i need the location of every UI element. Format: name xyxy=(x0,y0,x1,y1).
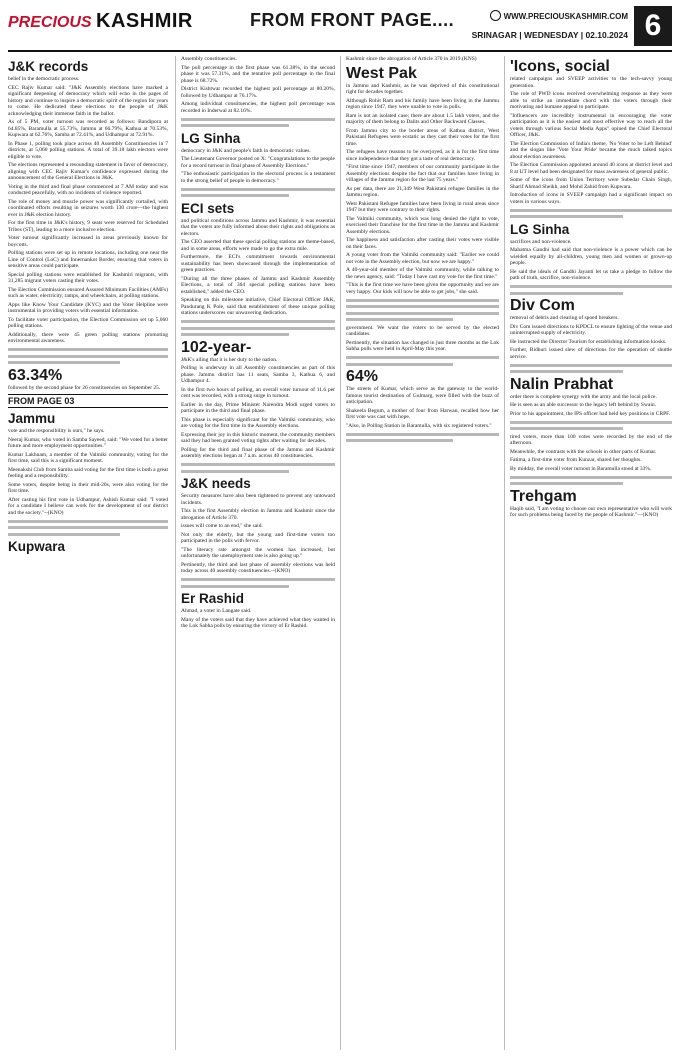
column-3 xyxy=(346,56,499,1050)
article-text: Not only the elderly, but the young and first-time voters too participated in the polls with fervor. xyxy=(181,531,335,544)
article-text: The elections represented a resounding statement in favor of democracy, aligning with CEC Rajiv Kumar's confidence expressed during the announcement of the General Elections in J&K. xyxy=(8,162,168,181)
article-text: After casting his first vote in Udhampur, Ashish Kumar said: "I voted for a candidate I believe can work for the development of our district and the society."--(KNO) xyxy=(8,496,168,516)
headline-trehgam: Trehgam xyxy=(510,487,577,505)
text-line xyxy=(181,463,335,466)
article-text: The Election Commission ensured Assured Minimum Facilities (AMFs) such as water, electricity, ramps, and wheelchairs, at polling stations. xyxy=(8,286,168,299)
text-line xyxy=(346,299,499,302)
article-text: Furthermore, the ECI's commitment towards environmental sustainability has been showcased through the implementation of green practices. xyxy=(181,254,335,273)
headline-icons-social: 'Icons, social xyxy=(510,58,610,75)
article-text: As of 5 PM, voter turnout was recorded as follows: Bandipora at 64.85%, Baramulla at 55.73%, Jammu at 66.79%, Kathua at 70.53%, Kupwara at 62.76%, Samba at 72.41%, and Udhampur at 72.91%. xyxy=(8,119,168,138)
article-text: democracy in J&K and people's faith in democratic values. xyxy=(181,147,311,154)
article-text: Meenakshi Club from Samba said voting for the first time is both a great feeling and a responsibility. xyxy=(8,466,168,479)
article-text: By midday, the overall voter turnout in Baramulla stood at 33%. xyxy=(510,465,652,472)
text-line xyxy=(8,348,168,351)
article-text: Voter turnout significantly increased in areas previously known for boycotts. xyxy=(8,235,168,248)
article-text: Speaking on this milestone initiative, Chief Electoral Officer J&K, Pandurang K Pole, said that establishment of these unique polling stations underscores our unwavering dedication. xyxy=(181,297,335,316)
article-text: The CEO asserted that these special polling stations are theme-based, and in some areas, efforts were made to go the extra mile. xyxy=(181,239,335,252)
article-text: "Also, in Polling Station in Baramulla, with six registered voters." xyxy=(346,422,492,429)
article-text: Some voters, despite being in their mid-20s, were also voting for the first time. xyxy=(8,481,168,494)
article-text: District Kishtwar recorded the highest poll percentage at 80.20%, followed by Udhampur at 76.17%. xyxy=(181,86,335,99)
text-line xyxy=(181,118,335,121)
article-text: Neeraj Kumar, who voted in Samba Sayeed, said: "We voted for a better future and more employment opportunities." xyxy=(8,436,168,449)
globe-icon xyxy=(490,10,501,21)
article-text: "The enthusiastic participation in the electoral process is a testament to the strong belief of people in democracy." xyxy=(181,171,335,184)
article-text: Assembly constituencies. xyxy=(181,56,237,62)
text-line xyxy=(346,356,499,359)
article-text: Mahatma Gandhi had said that non-violence is a power which can be wielded equally by all-children, young men and women or grown-up people. xyxy=(510,247,672,266)
text-line xyxy=(510,364,672,367)
article-text: Some of the icons from Union Territory were Subedar Chain Singh, Sharif Ahmad Sheikh, and Mohd Zahid from Kupwara. xyxy=(510,177,672,190)
article-text: Div Com issued directions to KPDCL to ensure lighting of the venue and uninterrupted supply of electricity. xyxy=(510,323,672,336)
text-line xyxy=(8,526,168,529)
article-text: As per data, there are 21,349 West Pakistani refugee families in the Jammu region. xyxy=(346,185,499,198)
headline-102-year: 102-year- xyxy=(181,338,252,356)
from-page-label: FROM PAGE 03 xyxy=(8,394,168,408)
article-text: The poll percentage in the first phase was 61.38%, in the second phase it was 57.31%, and the tentative poll percentage in the final phase is 68.72%. xyxy=(181,64,335,84)
article-text: Polling is underway in all Assembly constituencies as part of this phase. Jammu district has 11 seats, Samba 3, Kathua 6, and Udhampur 4. xyxy=(181,365,335,384)
text-line xyxy=(181,578,335,581)
article-text: J&K's ailing that it is her duty to the nation. xyxy=(181,356,278,363)
text-line xyxy=(181,585,289,588)
article-text: Pertinently, the third and last phase of assembly elections was held today across 40 assembly constituencies.--(KNO) xyxy=(181,561,335,574)
article-text: This phase is especially significant for the Valmiki community, who are voting for the first time in the Assembly elections. xyxy=(181,416,335,429)
column-divider xyxy=(504,56,505,1050)
article-text: The streets of Kumar, which serve as the gateway to the world-famous tourist destination of Gulmarg, were filled with the buzz of anticipation. xyxy=(346,386,499,405)
dateline: SRINAGAR | WEDNESDAY | 02.10.2024 xyxy=(471,30,628,40)
text-line xyxy=(181,320,335,323)
text-line xyxy=(346,318,453,321)
article-text: Ram is not an isolated case; there are about 1.5 lakh voters, and the majority of them belong to Dalits and Other Backward Classes. xyxy=(346,112,499,125)
text-line xyxy=(510,482,623,485)
article-text: "First time since 1947, members of our community participate in the Assembly elections despite the fact that our families have living in villages of the Jammu region for the last 75 years." xyxy=(346,164,499,183)
headline-div-com: Div Com xyxy=(510,297,575,314)
headline-jammu: Jammu xyxy=(8,411,56,426)
text-line xyxy=(510,421,672,424)
article-text: "The literacy rate amongst the women has increased, but unfortunately the unemployment rate is also going up." xyxy=(181,546,335,559)
column-divider xyxy=(340,56,341,1050)
logo-precious: PRECIOUS xyxy=(8,14,92,31)
headline-nalin-prabhat: Nalin Prabhat xyxy=(510,375,614,393)
column-divider xyxy=(175,56,176,1050)
article-text: He said the ideals of Gandhi Jayanti let us take a pledge to follow the path of truth, sacrifice, non-violence. xyxy=(510,268,672,281)
column-4 xyxy=(510,56,672,1050)
headline-jk-needs: J&K needs xyxy=(181,476,251,491)
article-text: "This is the first time we have been given the opportunity and we are very happy. Our kids will now be able to get jobs," she said. xyxy=(346,282,499,295)
headline-lg-sinha-2: LG Sinha xyxy=(510,221,570,237)
article-text: West Pakistani Refugee families have been living in rural areas since 1947 but they were contrary to their rights. xyxy=(346,200,499,213)
column-2 xyxy=(181,56,335,1050)
article-text: Pertinently, the situation has changed in just three months as the Lok Sabha polls were held in April-May this year. xyxy=(346,339,499,352)
text-line xyxy=(181,333,289,336)
article-text: The Election Commission appointed around 40 icons at district level and 8 at UT level had been designated for mass awareness of general public. xyxy=(510,162,672,175)
article-text: A young voter from the Valmiki community said: "Earlier we could not vote in the Assembly election, but now we are happy." xyxy=(346,252,499,265)
article-text: Voting in the third and final phase commenced at 7 AM today and was conducted peacefully, with no incidents of violence reported. xyxy=(8,183,168,196)
article-text: The Election Commission of India's theme, 'No Voter to be Left Behind' and the slogan like 'Vote Your Pride' became the much talked topics about election awareness. xyxy=(510,140,672,160)
article-text: The role of PWD icons received overwhelming response as they were able to strike an immediate chord with the voters through their motivating and humane appeal to participate. xyxy=(510,91,672,110)
text-line xyxy=(8,355,168,358)
article-text: related campaigns and SVEEP activities to the tech-savvy young generation. xyxy=(510,76,672,89)
article-text: In the first two hours of polling, an overall voter turnout of 11.6 per cent was recorded, with a strong surge in turnout. xyxy=(181,386,335,399)
headline-er-rashid: Er Rashid xyxy=(181,591,245,606)
article-text: He instructed the Director Tourism for establishing information kiosks. xyxy=(510,338,667,345)
article-text: From Jammu city to the border areas of Kathua district, West Pakistani Refugees were ecstatic as they cast their votes for the first time. xyxy=(346,127,499,147)
text-line xyxy=(346,433,499,436)
text-line xyxy=(510,476,672,479)
text-line xyxy=(8,520,168,523)
article-text: Among individual constituencies, the highest poll percentage was recorded in Inderwal at 82.16%. xyxy=(181,101,335,114)
headline-turnout: 63.34% xyxy=(8,366,63,384)
article-text: in Jammu and Kashmir, as he was deprived of this constitutional right for decades together. xyxy=(346,82,499,95)
article-text: To facilitate voter participation, the Election Commission set up 5,060 polling stations. xyxy=(8,316,168,329)
text-line xyxy=(181,194,289,197)
article-text: The Valmiki community, which was long denied the right to vote, exercised their franchise for the first time in the Jammu and Kashmir Assembly elections. xyxy=(346,215,499,235)
headline-jk-records: J&K records xyxy=(8,59,89,74)
article-text: Polling for the third and final phase of the Jammu and Kashmir assembly elections began at 7 a.m. across 40 constituencies. xyxy=(181,446,335,459)
text-line xyxy=(510,215,623,218)
text-line xyxy=(8,533,120,536)
text-line xyxy=(181,124,289,127)
text-line xyxy=(346,439,453,442)
website-text: WWW.PRECIOUSKASHMIR.COM xyxy=(503,12,628,21)
text-line xyxy=(346,363,453,366)
headline-kupwara: Kupwara xyxy=(8,539,66,554)
section-title: FROM FRONT PAGE.... xyxy=(250,10,455,30)
article-text: A 40-year-old member of the Valmiki community, while talking to the news agency, said: "Today I have cast my vote for the first time." xyxy=(346,267,499,280)
text-line xyxy=(510,285,672,288)
article-text: Ahmad, a voter in Langate said. xyxy=(181,608,252,614)
page-number: 6 xyxy=(634,6,672,46)
website-label xyxy=(490,10,628,21)
article-text: Additionally, there were 45 green polling stations promoting environmental awareness. xyxy=(8,331,168,344)
headline-west-pak: West Pak xyxy=(346,64,417,82)
article-text: removal of debris and clearing of spoed breakers. xyxy=(510,315,619,321)
article-text: and political conditions across Jammu and Kashmir, it was essential that the voters are fully informed about their rights and obligations as electors. xyxy=(181,217,335,237)
article-text: vote and the responsibility is ours," he says. xyxy=(8,428,105,434)
article-text: CEC Rajiv Kumar said: "J&K Assembly elections have marked a significant deepening of democracy which will echo in the pages of history and continue to inspire a democratic spirit of the region for years to come. He dedicated these elections to the people of J&K acknowledging their immense faith in the ballot. xyxy=(8,84,168,117)
article-text: Earlier in the day, Prime Minister Narendra Modi urged voters to participate in the third and final phase. xyxy=(181,401,335,414)
text-line xyxy=(181,188,335,191)
article-text: Prior to his appointment, the IPS officer had held key positions in CRPF. xyxy=(510,410,671,417)
text-line xyxy=(181,327,335,330)
masthead xyxy=(8,6,672,48)
article-text: Apps like Know Your Candidate (KYC) and the Voter Helpline were instrumental in providing voters with essential information. xyxy=(8,301,168,314)
headline-64-percent: 64% xyxy=(346,368,379,385)
article-text: government. We want the voters to be served by the elected candidates. xyxy=(346,324,499,337)
article-text: Expressing their joy in this historic moment, the community members said they had been granted voting rights after waiting for decades. xyxy=(181,431,335,444)
article-text: Security measures have also been tightened to prevent any untoward incidents. xyxy=(181,493,335,506)
article-text: "During all the three phases of Jammu and Kashmir Assembly Elections, a total of 364 special polling stations have been established," added the CEO. xyxy=(181,275,335,295)
article-text: Fatima, a first-time voter from Kunzar, shared her thoughts. xyxy=(510,457,642,463)
text-line xyxy=(346,312,499,315)
text-line xyxy=(181,470,289,473)
article-text: The refugees have reasons to be overjoyed, as it is for the first time since independence that they got a taste of real democracy. xyxy=(346,149,499,162)
article-text: For the first time in J&K's history, 9 seats were reserved for Scheduled Tribes (ST), leading to a more inclusive election. xyxy=(8,220,168,233)
article-text: followed by the second phase for 26 constituencies on September 25. xyxy=(8,384,161,391)
article-text: The happiness and satisfaction after casting their votes were visible on their faces. xyxy=(346,237,499,250)
article-text: Although Rohit Ram and his family have been living in the Jammu region since 1947, they were unable to vote in polls. xyxy=(346,97,499,110)
headline-eci-sets: ECI sets xyxy=(181,200,235,216)
article-text: The Lieutenant Governor posted on X: "Congratulations to the people for a record turnout in final phase of Assembly Elections." xyxy=(181,156,335,169)
column-1 xyxy=(8,56,168,1050)
article-text: order there is complete synergy with the army and the local police. xyxy=(510,393,657,400)
article-text: Haqib said, "I am voting to choose our own representative who will work for such problems being faced by the people of Kashmir."—(KNO) xyxy=(510,505,672,518)
article-text: issues will come to an end," she said. xyxy=(181,523,263,529)
text-line xyxy=(510,292,623,295)
article-text: In Phase 1, polling took place across 40 Assembly Constituencies in 7 districts, at 5,060 polling stations. A total of 39.18 lakh electors were eligible to vote. xyxy=(8,140,168,160)
article-text: Further, Bidhuri issued slew of directions for the operation of shuttle service. xyxy=(510,347,672,360)
article-text: Many of the voters said that they have achieved what they wanted in the Lok Sabha polls by ensuring the victory of Er Rashid. xyxy=(181,616,335,629)
article-text: Special polling stations were established for Kashmiri migrants, with 31,285 migrant voters casting their votes. xyxy=(8,271,168,284)
text-line xyxy=(346,305,499,308)
article-text: Kumar Lakhnam, a member of the Valmiki community, voting for the first time, said this is a significant moment. xyxy=(8,451,168,464)
logo-kashmir: KASHMIR xyxy=(96,10,193,32)
article-text: tired voters, more than 100 votes were recorded by the end of the afternoon. xyxy=(510,433,672,446)
article-text: Polling stations were set up in remote locations, including one near the Line of Control (LoC) and Innernankot Border, ensuring that voters in sensitive areas could participate. xyxy=(8,250,168,269)
article-text: Introduction of icons in SVEEP campaign had a significant impact on voters in various ways. xyxy=(510,192,672,205)
text-line xyxy=(510,209,672,212)
masthead-rule xyxy=(8,50,672,52)
article-text: Shakeela Begum, a mother of four from Harwan, recalled how her first vote was cast with hope. xyxy=(346,407,499,420)
article-text: belief in the democratic process. xyxy=(8,76,80,82)
article-text: The role of money and muscle power was significantly curtailed, with coordinated efforts resulting in seizures worth 130 crore—the highest ever in J&K election history. xyxy=(8,198,168,218)
text-line xyxy=(510,370,623,373)
text-line xyxy=(8,361,120,364)
article-text: Kashmir since the abrogation of Article 370 in 2019.(KNS) xyxy=(346,56,477,62)
article-text: He is seen as an able successor to the legacy left behind by Swain. xyxy=(510,402,657,408)
text-line xyxy=(510,427,623,430)
newspaper-logo xyxy=(8,10,193,33)
article-text: This is the first Assembly election in Jammu and Kashmir since the abrogation of Article 370. xyxy=(181,508,335,521)
headline-lg-sinha: LG Sinha xyxy=(181,130,241,146)
article-text: Meanwhile, the contrasts with the schools in other parts of Kumar. xyxy=(510,448,657,455)
article-text: "Influencers are incredibly instrumental in encouraging the voter participation as it is the easiest and most effective way to reach all the voters through various Social Media Apps" opined the Chief Electoral Officer, J&K. xyxy=(510,112,672,138)
article-text: sacrifices and non-violence. xyxy=(510,238,572,245)
